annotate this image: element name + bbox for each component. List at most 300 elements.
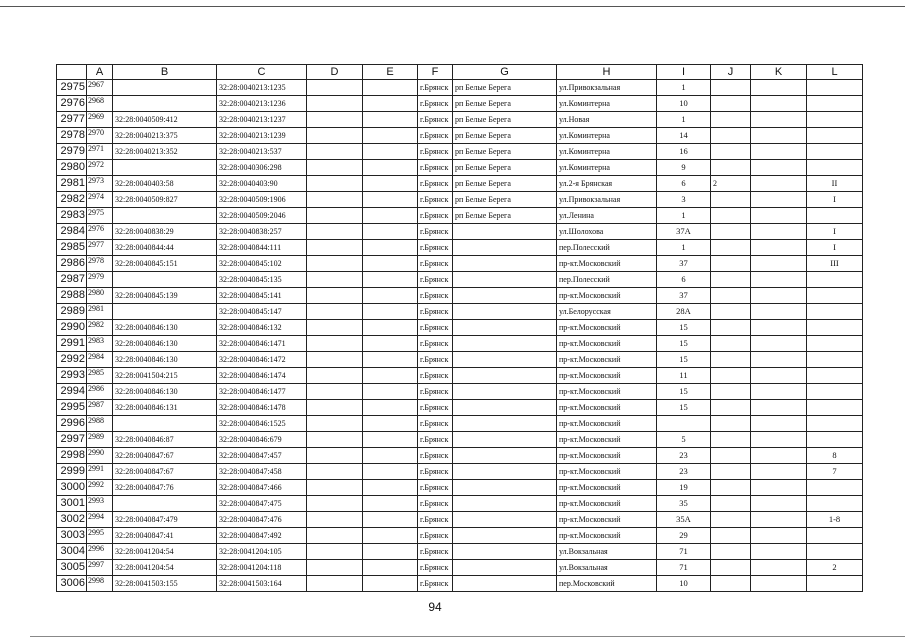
cell-l[interactable] — [807, 288, 863, 304]
cell-h[interactable]: ул.Привокзальная — [557, 192, 657, 208]
cell-e[interactable] — [363, 288, 418, 304]
row-number[interactable]: 2991 — [57, 336, 87, 352]
row-number[interactable]: 2988 — [57, 288, 87, 304]
cell-g[interactable] — [453, 368, 557, 384]
cell-e[interactable] — [363, 224, 418, 240]
cell-f[interactable]: г.Брянск — [418, 464, 453, 480]
cell-j[interactable] — [711, 80, 751, 96]
cell-l[interactable] — [807, 304, 863, 320]
cell-j[interactable] — [711, 544, 751, 560]
cell-k[interactable] — [751, 496, 807, 512]
cell-e[interactable] — [363, 560, 418, 576]
cell-a[interactable]: 2997 — [87, 560, 113, 576]
cell-d[interactable] — [307, 512, 363, 528]
cell-i[interactable]: 15 — [657, 352, 711, 368]
cell-d[interactable] — [307, 256, 363, 272]
cell-b[interactable] — [113, 304, 217, 320]
cell-i[interactable]: 5 — [657, 432, 711, 448]
cell-g[interactable] — [453, 464, 557, 480]
cell-k[interactable] — [751, 112, 807, 128]
cell-c[interactable]: 32:28:0040846:132 — [217, 320, 307, 336]
cell-h[interactable]: ул.Привокзальная — [557, 80, 657, 96]
cell-j[interactable] — [711, 512, 751, 528]
cell-i[interactable]: 15 — [657, 384, 711, 400]
cell-l[interactable]: 1-8 — [807, 512, 863, 528]
cell-i[interactable]: 29 — [657, 528, 711, 544]
cell-e[interactable] — [363, 400, 418, 416]
cell-g[interactable] — [453, 384, 557, 400]
cell-f[interactable]: г.Брянск — [418, 256, 453, 272]
cell-a[interactable]: 2977 — [87, 240, 113, 256]
cell-i[interactable]: 1 — [657, 208, 711, 224]
cell-b[interactable]: 32:28:0040847:67 — [113, 464, 217, 480]
cell-d[interactable] — [307, 416, 363, 432]
cell-l[interactable]: I — [807, 240, 863, 256]
cell-g[interactable] — [453, 224, 557, 240]
cell-g[interactable] — [453, 400, 557, 416]
cell-e[interactable] — [363, 320, 418, 336]
cell-b[interactable]: 32:28:0040847:479 — [113, 512, 217, 528]
cell-f[interactable]: г.Брянск — [418, 528, 453, 544]
cell-b[interactable]: 32:28:0040213:375 — [113, 128, 217, 144]
cell-g[interactable]: рп Белые Берега — [453, 96, 557, 112]
cell-a[interactable]: 2969 — [87, 112, 113, 128]
cell-c[interactable]: 32:28:0040846:679 — [217, 432, 307, 448]
cell-f[interactable]: г.Брянск — [418, 240, 453, 256]
cell-e[interactable] — [363, 272, 418, 288]
cell-d[interactable] — [307, 288, 363, 304]
cell-d[interactable] — [307, 160, 363, 176]
cell-h[interactable]: пр-кт.Московский — [557, 320, 657, 336]
cell-e[interactable] — [363, 96, 418, 112]
cell-h[interactable]: пр-кт.Московский — [557, 432, 657, 448]
cell-g[interactable] — [453, 496, 557, 512]
cell-f[interactable]: г.Брянск — [418, 496, 453, 512]
cell-l[interactable] — [807, 400, 863, 416]
cell-b[interactable]: 32:28:0040845:151 — [113, 256, 217, 272]
cell-d[interactable] — [307, 528, 363, 544]
cell-l[interactable]: I — [807, 224, 863, 240]
cell-a[interactable]: 2973 — [87, 176, 113, 192]
cell-e[interactable] — [363, 432, 418, 448]
cell-a[interactable]: 2979 — [87, 272, 113, 288]
cell-j[interactable] — [711, 384, 751, 400]
cell-a[interactable]: 2992 — [87, 480, 113, 496]
column-header-i[interactable]: I — [657, 65, 711, 80]
cell-f[interactable]: г.Брянск — [418, 176, 453, 192]
cell-f[interactable]: г.Брянск — [418, 560, 453, 576]
cell-j[interactable] — [711, 576, 751, 592]
cell-g[interactable]: рп Белые Берега — [453, 192, 557, 208]
cell-f[interactable]: г.Брянск — [418, 320, 453, 336]
cell-b[interactable]: 32:28:0040846:130 — [113, 320, 217, 336]
cell-k[interactable] — [751, 528, 807, 544]
cell-l[interactable] — [807, 160, 863, 176]
cell-f[interactable]: г.Брянск — [418, 160, 453, 176]
cell-l[interactable] — [807, 128, 863, 144]
cell-a[interactable]: 2971 — [87, 144, 113, 160]
cell-e[interactable] — [363, 464, 418, 480]
cell-a[interactable]: 2986 — [87, 384, 113, 400]
row-number[interactable]: 2996 — [57, 416, 87, 432]
cell-j[interactable] — [711, 528, 751, 544]
cell-b[interactable]: 32:28:0040403:58 — [113, 176, 217, 192]
cell-i[interactable]: 23 — [657, 448, 711, 464]
cell-k[interactable] — [751, 80, 807, 96]
cell-h[interactable]: пр-кт.Московский — [557, 480, 657, 496]
cell-a[interactable]: 2970 — [87, 128, 113, 144]
cell-b[interactable] — [113, 416, 217, 432]
cell-c[interactable]: 32:28:0040213:1236 — [217, 96, 307, 112]
cell-l[interactable] — [807, 368, 863, 384]
cell-b[interactable]: 32:28:0040846:131 — [113, 400, 217, 416]
cell-a[interactable]: 2974 — [87, 192, 113, 208]
cell-b[interactable] — [113, 272, 217, 288]
cell-g[interactable]: рп Белые Берега — [453, 128, 557, 144]
cell-c[interactable]: 32:28:0040847:458 — [217, 464, 307, 480]
cell-c[interactable]: 32:28:0040847:492 — [217, 528, 307, 544]
cell-a[interactable]: 2981 — [87, 304, 113, 320]
cell-b[interactable]: 32:28:0040846:130 — [113, 336, 217, 352]
cell-e[interactable] — [363, 208, 418, 224]
cell-a[interactable]: 2994 — [87, 512, 113, 528]
cell-a[interactable]: 2972 — [87, 160, 113, 176]
cell-g[interactable]: рп Белые Берега — [453, 112, 557, 128]
cell-k[interactable] — [751, 432, 807, 448]
cell-a[interactable]: 2998 — [87, 576, 113, 592]
cell-c[interactable]: 32:28:0040838:257 — [217, 224, 307, 240]
row-number[interactable]: 2984 — [57, 224, 87, 240]
cell-e[interactable] — [363, 160, 418, 176]
cell-k[interactable] — [751, 480, 807, 496]
cell-e[interactable] — [363, 448, 418, 464]
cell-l[interactable] — [807, 320, 863, 336]
cell-k[interactable] — [751, 560, 807, 576]
cell-b[interactable]: 32:28:0040509:827 — [113, 192, 217, 208]
cell-c[interactable]: 32:28:0040213:1237 — [217, 112, 307, 128]
cell-f[interactable]: г.Брянск — [418, 80, 453, 96]
cell-b[interactable]: 32:28:0040509:412 — [113, 112, 217, 128]
cell-f[interactable]: г.Брянск — [418, 192, 453, 208]
cell-l[interactable]: II — [807, 176, 863, 192]
cell-h[interactable]: пер.Московский — [557, 576, 657, 592]
cell-k[interactable] — [751, 304, 807, 320]
row-number[interactable]: 2994 — [57, 384, 87, 400]
row-number[interactable]: 2982 — [57, 192, 87, 208]
cell-b[interactable]: 32:28:0040844:44 — [113, 240, 217, 256]
cell-g[interactable] — [453, 304, 557, 320]
cell-f[interactable]: г.Брянск — [418, 304, 453, 320]
cell-b[interactable]: 32:28:0040213:352 — [113, 144, 217, 160]
cell-b[interactable]: 32:28:0040846:130 — [113, 352, 217, 368]
cell-e[interactable] — [363, 128, 418, 144]
cell-j[interactable] — [711, 480, 751, 496]
cell-j[interactable] — [711, 256, 751, 272]
cell-c[interactable]: 32:28:0040846:1471 — [217, 336, 307, 352]
cell-g[interactable] — [453, 480, 557, 496]
row-number[interactable]: 2997 — [57, 432, 87, 448]
cell-i[interactable]: 15 — [657, 320, 711, 336]
cell-i[interactable]: 35 — [657, 496, 711, 512]
cell-d[interactable] — [307, 464, 363, 480]
cell-e[interactable] — [363, 112, 418, 128]
cell-g[interactable] — [453, 240, 557, 256]
row-number[interactable]: 2980 — [57, 160, 87, 176]
cell-d[interactable] — [307, 336, 363, 352]
cell-c[interactable]: 32:28:0040509:2046 — [217, 208, 307, 224]
cell-i[interactable]: 1 — [657, 240, 711, 256]
cell-a[interactable]: 2978 — [87, 256, 113, 272]
row-number[interactable]: 3006 — [57, 576, 87, 592]
cell-b[interactable]: 32:28:0040838:29 — [113, 224, 217, 240]
cell-i[interactable]: 11 — [657, 368, 711, 384]
cell-b[interactable] — [113, 160, 217, 176]
cell-h[interactable]: пр-кт.Московский — [557, 288, 657, 304]
cell-g[interactable] — [453, 560, 557, 576]
cell-i[interactable]: 71 — [657, 560, 711, 576]
cell-d[interactable] — [307, 368, 363, 384]
cell-d[interactable] — [307, 320, 363, 336]
cell-h[interactable]: пр-кт.Московский — [557, 416, 657, 432]
cell-g[interactable]: рп Белые Берега — [453, 80, 557, 96]
cell-l[interactable] — [807, 208, 863, 224]
cell-c[interactable]: 32:28:0040844:111 — [217, 240, 307, 256]
cell-g[interactable] — [453, 256, 557, 272]
cell-e[interactable] — [363, 304, 418, 320]
column-header-k[interactable]: K — [751, 65, 807, 80]
column-header-b[interactable]: B — [113, 65, 217, 80]
cell-d[interactable] — [307, 432, 363, 448]
cell-g[interactable] — [453, 512, 557, 528]
cell-b[interactable]: 32:28:0040847:67 — [113, 448, 217, 464]
cell-d[interactable] — [307, 576, 363, 592]
cell-a[interactable]: 2995 — [87, 528, 113, 544]
cell-i[interactable]: 14 — [657, 128, 711, 144]
cell-d[interactable] — [307, 304, 363, 320]
cell-e[interactable] — [363, 528, 418, 544]
cell-f[interactable]: г.Брянск — [418, 352, 453, 368]
cell-c[interactable]: 32:28:0040846:1478 — [217, 400, 307, 416]
row-number[interactable]: 2978 — [57, 128, 87, 144]
cell-e[interactable] — [363, 336, 418, 352]
cell-j[interactable] — [711, 416, 751, 432]
row-number[interactable]: 2990 — [57, 320, 87, 336]
cell-l[interactable]: I — [807, 192, 863, 208]
cell-h[interactable]: ул.Ленина — [557, 208, 657, 224]
cell-a[interactable]: 2989 — [87, 432, 113, 448]
cell-j[interactable] — [711, 128, 751, 144]
cell-f[interactable]: г.Брянск — [418, 336, 453, 352]
row-number[interactable]: 2977 — [57, 112, 87, 128]
row-number[interactable]: 3004 — [57, 544, 87, 560]
cell-j[interactable] — [711, 432, 751, 448]
cell-a[interactable]: 2984 — [87, 352, 113, 368]
cell-j[interactable] — [711, 160, 751, 176]
cell-h[interactable]: пр-кт.Московский — [557, 512, 657, 528]
cell-j[interactable] — [711, 192, 751, 208]
cell-i[interactable]: 37 — [657, 256, 711, 272]
cell-f[interactable]: г.Брянск — [418, 400, 453, 416]
cell-c[interactable]: 32:28:0040847:466 — [217, 480, 307, 496]
row-number[interactable]: 2975 — [57, 80, 87, 96]
row-number[interactable]: 2989 — [57, 304, 87, 320]
cell-l[interactable] — [807, 352, 863, 368]
cell-f[interactable]: г.Брянск — [418, 128, 453, 144]
row-number[interactable]: 2998 — [57, 448, 87, 464]
cell-k[interactable] — [751, 384, 807, 400]
cell-g[interactable] — [453, 320, 557, 336]
cell-k[interactable] — [751, 240, 807, 256]
cell-h[interactable]: пр-кт.Московский — [557, 384, 657, 400]
cell-e[interactable] — [363, 544, 418, 560]
cell-f[interactable]: г.Брянск — [418, 544, 453, 560]
cell-i[interactable]: 28А — [657, 304, 711, 320]
cell-i[interactable]: 10 — [657, 96, 711, 112]
cell-g[interactable] — [453, 448, 557, 464]
cell-l[interactable] — [807, 336, 863, 352]
cell-k[interactable] — [751, 192, 807, 208]
cell-c[interactable]: 32:28:0040509:1906 — [217, 192, 307, 208]
row-number[interactable]: 2999 — [57, 464, 87, 480]
cell-g[interactable] — [453, 352, 557, 368]
cell-i[interactable]: 35А — [657, 512, 711, 528]
row-number[interactable]: 3001 — [57, 496, 87, 512]
cell-l[interactable] — [807, 80, 863, 96]
cell-h[interactable]: пр-кт.Московский — [557, 256, 657, 272]
column-header-j[interactable]: J — [711, 65, 751, 80]
cell-k[interactable] — [751, 448, 807, 464]
cell-k[interactable] — [751, 96, 807, 112]
cell-d[interactable] — [307, 496, 363, 512]
cell-j[interactable] — [711, 288, 751, 304]
cell-h[interactable]: ул.Коминтерна — [557, 160, 657, 176]
cell-k[interactable] — [751, 288, 807, 304]
cell-g[interactable]: рп Белые Берега — [453, 144, 557, 160]
cell-c[interactable]: 32:28:0041503:164 — [217, 576, 307, 592]
column-header-d[interactable]: D — [307, 65, 363, 80]
cell-l[interactable] — [807, 416, 863, 432]
cell-e[interactable] — [363, 144, 418, 160]
cell-h[interactable]: пр-кт.Московский — [557, 400, 657, 416]
cell-j[interactable] — [711, 112, 751, 128]
cell-k[interactable] — [751, 576, 807, 592]
cell-k[interactable] — [751, 176, 807, 192]
cell-j[interactable] — [711, 560, 751, 576]
cell-f[interactable]: г.Брянск — [418, 576, 453, 592]
cell-e[interactable] — [363, 480, 418, 496]
cell-k[interactable] — [751, 128, 807, 144]
cell-a[interactable]: 2975 — [87, 208, 113, 224]
cell-k[interactable] — [751, 544, 807, 560]
cell-e[interactable] — [363, 576, 418, 592]
cell-d[interactable] — [307, 96, 363, 112]
cell-h[interactable]: пр-кт.Московский — [557, 336, 657, 352]
cell-h[interactable]: пер.Полесский — [557, 272, 657, 288]
cell-i[interactable]: 37 — [657, 288, 711, 304]
cell-b[interactable]: 32:28:0041504:215 — [113, 368, 217, 384]
cell-c[interactable]: 32:28:0040845:147 — [217, 304, 307, 320]
cell-j[interactable] — [711, 208, 751, 224]
cell-g[interactable]: рп Белые Берега — [453, 208, 557, 224]
cell-j[interactable] — [711, 224, 751, 240]
cell-g[interactable] — [453, 288, 557, 304]
cell-b[interactable] — [113, 496, 217, 512]
cell-a[interactable]: 2987 — [87, 400, 113, 416]
cell-f[interactable]: г.Брянск — [418, 288, 453, 304]
cell-h[interactable]: ул.Шолохова — [557, 224, 657, 240]
cell-k[interactable] — [751, 224, 807, 240]
cell-d[interactable] — [307, 384, 363, 400]
cell-h[interactable]: ул.2-я Брянская — [557, 176, 657, 192]
cell-c[interactable]: 32:28:0040845:102 — [217, 256, 307, 272]
cell-h[interactable]: ул.Новая — [557, 112, 657, 128]
cell-g[interactable] — [453, 576, 557, 592]
cell-a[interactable]: 2990 — [87, 448, 113, 464]
cell-c[interactable]: 32:28:0041204:118 — [217, 560, 307, 576]
cell-h[interactable]: ул.Коминтерна — [557, 128, 657, 144]
row-number[interactable]: 3000 — [57, 480, 87, 496]
cell-h[interactable]: ул.Вокзальная — [557, 544, 657, 560]
cell-l[interactable]: III — [807, 256, 863, 272]
cell-c[interactable]: 32:28:0041204:105 — [217, 544, 307, 560]
cell-i[interactable]: 6 — [657, 176, 711, 192]
cell-f[interactable]: г.Брянск — [418, 384, 453, 400]
cell-a[interactable]: 2980 — [87, 288, 113, 304]
cell-c[interactable]: 32:28:0040847:476 — [217, 512, 307, 528]
cell-d[interactable] — [307, 448, 363, 464]
cell-k[interactable] — [751, 464, 807, 480]
cell-k[interactable] — [751, 144, 807, 160]
column-header-c[interactable]: C — [217, 65, 307, 80]
row-number[interactable]: 2983 — [57, 208, 87, 224]
cell-d[interactable] — [307, 352, 363, 368]
cell-a[interactable]: 2985 — [87, 368, 113, 384]
cell-h[interactable]: ул.Белорусская — [557, 304, 657, 320]
cell-j[interactable] — [711, 304, 751, 320]
cell-h[interactable]: пр-кт.Московский — [557, 368, 657, 384]
cell-e[interactable] — [363, 176, 418, 192]
cell-i[interactable]: 71 — [657, 544, 711, 560]
cell-a[interactable]: 2982 — [87, 320, 113, 336]
cell-a[interactable]: 2991 — [87, 464, 113, 480]
row-number[interactable]: 3003 — [57, 528, 87, 544]
cell-l[interactable] — [807, 496, 863, 512]
cell-j[interactable] — [711, 464, 751, 480]
row-number[interactable]: 2981 — [57, 176, 87, 192]
cell-f[interactable]: г.Брянск — [418, 432, 453, 448]
cell-b[interactable]: 32:28:0040846:130 — [113, 384, 217, 400]
cell-b[interactable]: 32:28:0041204:54 — [113, 560, 217, 576]
cell-f[interactable]: г.Брянск — [418, 512, 453, 528]
cell-k[interactable] — [751, 352, 807, 368]
row-number[interactable]: 3005 — [57, 560, 87, 576]
cell-k[interactable] — [751, 400, 807, 416]
cell-k[interactable] — [751, 208, 807, 224]
cell-i[interactable] — [657, 416, 711, 432]
cell-b[interactable]: 32:28:0040847:76 — [113, 480, 217, 496]
column-header-e[interactable]: E — [363, 65, 418, 80]
cell-h[interactable]: ул.Коминтерна — [557, 144, 657, 160]
cell-l[interactable] — [807, 112, 863, 128]
cell-c[interactable]: 32:28:0040846:1474 — [217, 368, 307, 384]
cell-l[interactable] — [807, 544, 863, 560]
cell-h[interactable]: пр-кт.Московский — [557, 448, 657, 464]
cell-f[interactable]: г.Брянск — [418, 208, 453, 224]
cell-k[interactable] — [751, 256, 807, 272]
corner-header[interactable] — [57, 65, 87, 80]
cell-i[interactable]: 10 — [657, 576, 711, 592]
cell-k[interactable] — [751, 368, 807, 384]
